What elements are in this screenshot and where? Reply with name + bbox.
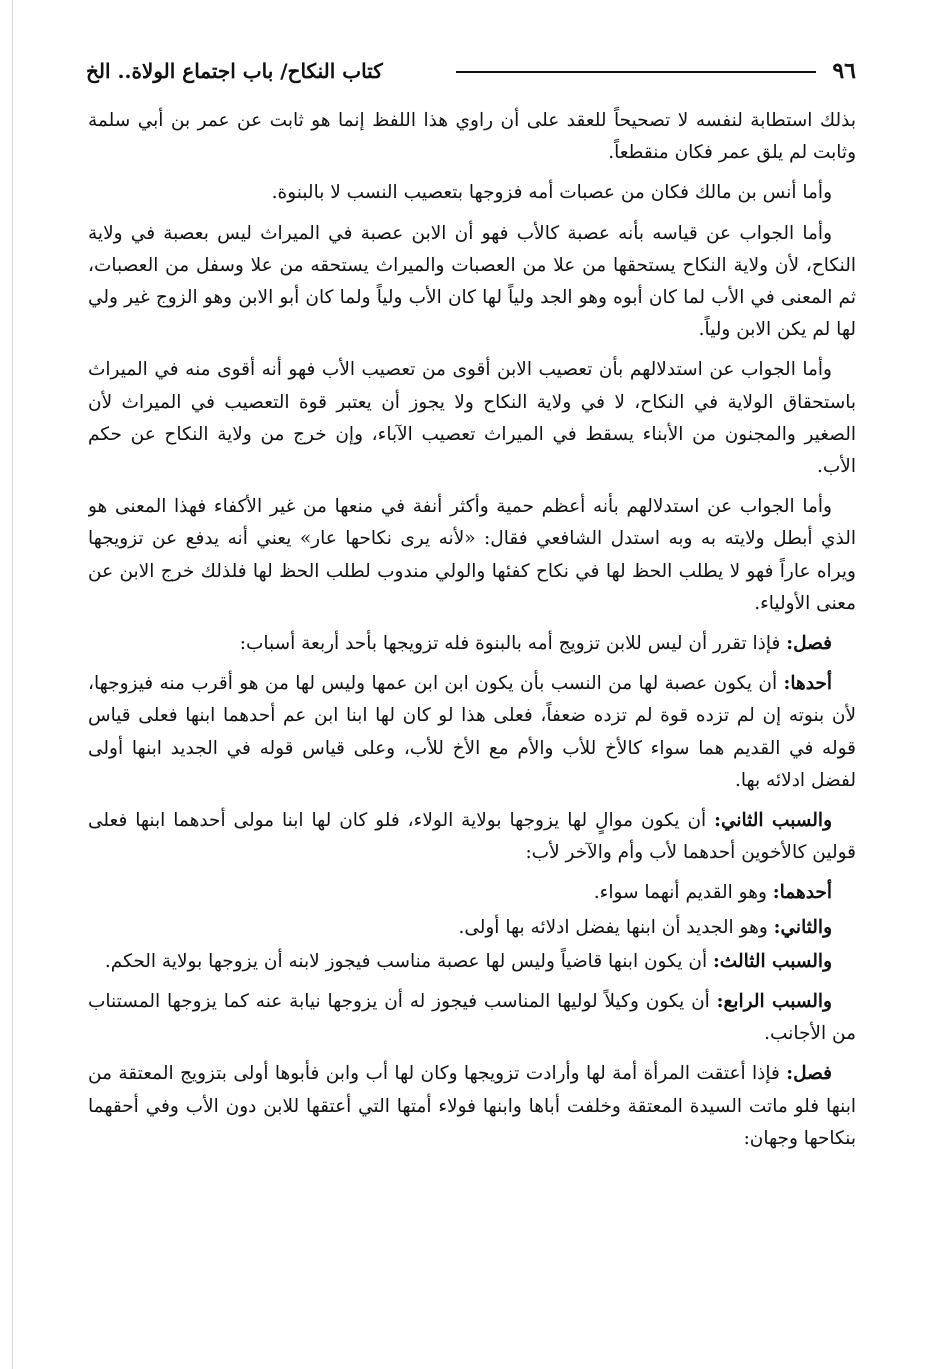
paragraph-7 — [88, 668, 856, 797]
paragraph-text: أن يكون عصبة لها من النسب بأن يكون ابن ابن عمها وليس لها من هو أقرب منه فيزوجها، لأن بنوته إن لم تزده قوة لم تزده ضعفاً، فعلى هذا لو كان لها ابنا ابن عم أحدهما ابنها فعلى قياس قوله في القديم هما سواء كالأخ للأب والأم مع الأخ للأب، وعلى قياس قوله في الجديد ابنها أولى لفضل ادلائه بها. — [88, 673, 856, 791]
page-number: ٩٦ — [832, 58, 856, 84]
paragraph-8 — [88, 805, 856, 869]
item-term: والسبب الثالث: — [712, 950, 832, 972]
paragraph-text: وأما الجواب عن قياسه بأنه عصبة كالأب فهو أن الابن عصبة في الميراث ليس بعصبة في ولاية النكاح، لأن ولاية النكاح يستحقها من علا من العصبات والميراث يستحقه من علا وسفل من العصبات، ثم المعنى في الأب لما كان أبوه وهو الجد ولياً لها كان الأب ولياً ولما كان أبو الابن وهو الزوج غير ولي لها لم يكن الابن ولياً. — [88, 222, 856, 341]
paragraph-text: أن يكون موالٍ لها يزوجها بولاية الولاء، فلو كان لها ابنا مولى أحدهما ابنها فعلى قولين كالأخوين أحدهما لأب وأم والآخر لأب: — [88, 810, 856, 864]
paragraph-6 — [88, 628, 856, 660]
body-text — [88, 105, 856, 1305]
page-edge-line — [12, 0, 13, 1369]
header-rule — [456, 71, 816, 73]
paragraph-1 — [88, 105, 856, 169]
paragraph-text: وأما الجواب عن استدلالهم بأنه أعظم حمية وأكثر أنفة في منعها من غير الأكفاء فهذا المعنى هو الذي أبطل ولايته به وبه استدل الشافعي فقال: «لأنه يرى نكاحها عار» يعني أنه يدفع عن تزويجها ويراه عاراً فهو لا يطلب الحظ لها في نكاح كفئها والولي مندوب لطلب الحظ لها فلذلك خرج الابن عن معنى الأولياء. — [88, 496, 856, 614]
paragraph-text: وهو الجديد أن ابنها يفضل ادلائه بها أولى. — [458, 916, 774, 938]
paragraph-3 — [88, 218, 856, 347]
item-term: والسبب الثاني: — [714, 810, 833, 832]
paragraph-13 — [88, 1058, 856, 1155]
item-term: والسبب الرابع: — [716, 991, 832, 1013]
paragraph-text: وأما أنس بن مالك فكان من عصبات أمه فزوجها بتعصيب النسب لا بالبنوة. — [271, 182, 832, 204]
paragraph-9 — [88, 877, 856, 909]
paragraph-text: وهو القديم أنهما سواء. — [593, 882, 773, 904]
paragraph-4 — [88, 354, 856, 483]
item-term: أحدها: — [783, 673, 832, 695]
page-header — [86, 56, 856, 88]
item-term: والثاني: — [773, 916, 832, 938]
paragraph-text: وأما الجواب عن استدلالهم بأن تعصيب الابن أقوى من تعصيب الأب فهو أنه أقوى منه في الميراث باستحقاق الولاية في النكاح، لا في ولاية النكاح ولا يجوز أن يعتبر قوة التعصيب في الميراث لأن الصغير والمجنون من الأبناء يسقط في الميراث تعصيب الآباء، وإن خرج من ولاية النكاح عن حكم الأب. — [88, 359, 856, 478]
paragraph-text: بذلك استطابة لنفسه لا تصحيحاً للعقد على أن راوي هذا اللفظ إنما هو ثابت عن عمر بن أبي سلمة وثابت لم يلق عمر فكان منقطعاً. — [88, 110, 856, 164]
paragraph-10 — [88, 912, 856, 944]
section-term: فصل: — [786, 633, 832, 655]
paragraph-2 — [88, 177, 856, 209]
paragraph-11 — [88, 946, 856, 978]
paragraph-5 — [88, 491, 856, 620]
paragraph-text: فإذا أعتقت المرأة أمة لها وأرادت تزويجها وكان لها أب وابن فأبوها أولى بتزويج المعتقة من ابنها فلو ماتت السيدة المعتقة وخلفت أباها وابنها فولاء أمتها التي أعتقها للابن دون الأب وفي أحقهما بنكاحها وجهان: — [88, 1063, 856, 1149]
running-title: كتاب النكاح/ باب اجتماع الولاة.. الخ — [86, 59, 383, 83]
paragraph-12 — [88, 986, 856, 1050]
paragraph-text: أن يكون ابنها قاضياً وليس لها عصبة مناسب فيجوز لابنه أن يزوجها بولاية الحكم. — [104, 950, 713, 972]
paragraph-text: فإذا تقرر أن ليس للابن تزويج أمه بالبنوة فله تزويجها بأحد أربعة أسباب: — [239, 633, 787, 655]
section-term: فصل: — [786, 1063, 832, 1085]
item-term: أحدهما: — [772, 882, 832, 904]
paragraph-text: أن يكون وكيلاً لوليها المناسب فيجوز له أن يزوجها نيابة عنه كما يزوجها المستناب من الأجانب. — [88, 991, 856, 1045]
